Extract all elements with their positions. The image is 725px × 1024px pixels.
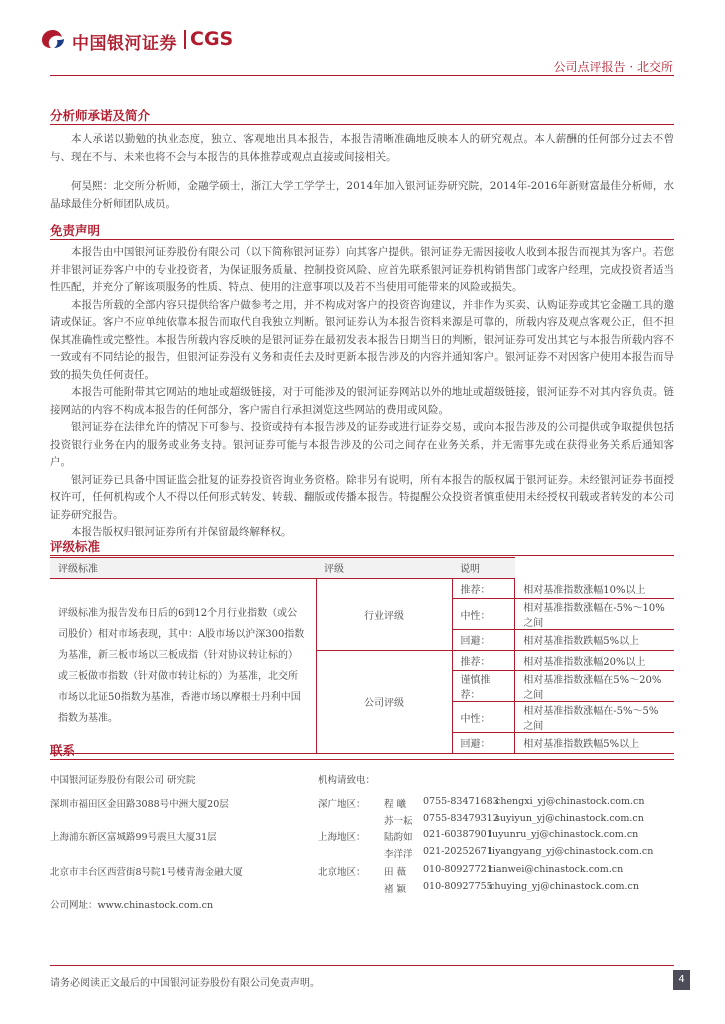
shenzhen-address: 深圳市福田区金田路3088号中洲大厦20层 [50,799,229,810]
region-label: 深广地区： [318,799,366,810]
rating-note: 相对基准指数涨幅在-5%～10%之间 [515,599,674,630]
logo-divider [184,30,186,49]
disclaimer-paragraph: 银河证券已具备中国证监会批复的证券投资咨询业务资格。除非另有说明，所有本报告的版权属于银河证券。未经银河证券书面授权许可，任何机构或个人不得以任何形式转发、转载、翻版或传播本报告。特提醒公众投资者慎重使用未经授权刊载或者转发的本公司证券研究报告。 [50,473,674,521]
rating-table [50,557,674,754]
disclaimer-paragraph: 本报告版权归银河证券所有并保留最终解释权。 [71,526,292,538]
analyst-section-title: 分析师承诺及简介 [50,108,151,123]
disclaimer-paragraph: 本报告可能附带其它网站的地址或超级链接，对于可能涉及的银河证券网站以外的地址或超级链接，银河证券不对其内容负责。链接网站的内容不构成本报告的任何部分，客户需自行承担浏览这些网站的费用或风险。 [50,386,674,416]
rating-note: 相对基准指数涨幅在-5%～5%之间 [515,702,674,733]
rating-level: 中性： [452,599,515,630]
contact-phone: 0755-83479312 [423,813,499,824]
table-row [50,578,674,599]
rating-level: 谨慎推荐： [452,671,515,702]
analyst-bio: 何昊熙：北交所分析师，金融学硕士，浙江大学工学学士，2014年加入银河证券研究院，2014年-2016年新财富最佳分析师，水晶球最佳分析师团队成员。 [50,180,674,210]
analyst-commitment: 本人承诺以勤勉的执业态度，独立、客观地出具本报告，本报告清晰准确地反映本人的研究观点。本人薪酬的任何部分过去不曾与、现在不与、未来也将不会与本报告的具体推荐或观点直接或间接相关。 [50,133,674,163]
contact-email[interactable]: tianwei@chinastock.com.cn [489,864,624,875]
report-type-label: 公司点评报告 · 北交所 [553,60,673,74]
rating-note: 相对基准指数跌幅5%以上 [515,630,674,651]
rating-header-standard: 评级标准 [50,558,316,579]
contact-phone: 010-80927721 [423,864,493,875]
contact-name: 褚 颖 [384,884,407,895]
contact-email[interactable]: chuying_yj@chinastock.com.cn [489,881,640,892]
rating-level: 回避： [452,733,515,754]
contact-email[interactable]: suyiyun_yj@chinastock.com.cn [495,813,644,824]
sales-contact-label: 机构请致电： [318,775,376,786]
analyst-section-body [50,130,674,213]
rating-level: 推荐： [452,650,515,671]
rating-level: 回避： [452,630,515,651]
disclaimer-paragraph: 银河证券在法律允许的情况下可参与、投资或持有本报告涉及的证券或进行证券交易，或向本报告涉及的公司提供或争取提供包括投资银行业务在内的服务或业务支持。银河证券可能与本报告涉及的公司之间存在业务关系，并无需事先或在获得业务关系后通知客户。 [50,421,674,468]
rating-level: 中性： [452,702,515,733]
company-rating-label: 公司评级 [316,650,452,753]
contact-phone: 021-20252671 [423,846,493,857]
contact-name: 田 薇 [384,867,407,878]
rating-table-header-row [50,558,674,579]
rating-level: 推荐： [452,578,515,599]
disclaimer-section-rule [50,239,674,240]
region-label: 北京地区： [318,867,366,878]
header-divider [50,75,674,76]
beijing-address: 北京市丰台区西营街8号院1号楼青海金融大厦 [50,867,243,878]
logo-english-text: CGS [190,28,234,50]
contact-phone: 010-80927755 [423,881,493,892]
rating-section-rule [50,555,674,556]
company-logo-icon [40,28,66,50]
industry-rating-label: 行业评级 [316,578,452,650]
rating-section-title: 评级标准 [50,539,101,554]
rating-note: 相对基准指数涨幅20%以上 [515,650,674,671]
disclaimer-paragraph: 本报告由中国银河证券股份有限公司（以下简称银河证券）向其客户提供。银河证券无需因接收人收到本报告而视其为客户。若您并非银河证券客户中的专业投资者，为保证服务质量、控制投资风险、应首先联系银河证券机构销售部门或客户经理，完成投资者适当性匹配，并充分了解该项服务的性质、特点、使用的注意事项以及若不当使用可能带来的风险或损失。 [50,246,674,293]
analyst-section-rule [50,124,674,125]
contact-name: 程 曦 [384,799,407,810]
disclaimer-section-body [50,244,674,542]
contact-name: 苏一耘 [384,816,413,827]
rating-standard-description: 评级标准为报告发布日后的6到12个月行业指数（或公司股价）相对市场表现，其中：A股市场以沪深300指数为基准，新三板市场以三板成指（针对协议转让标的）或三板做市指数（针对做市转让标的）为基准，北交所市场以北证50指数为基准，香港市场以摩根士丹利中国指数为基准。 [50,578,316,753]
contact-section-title: 联系 [50,743,76,758]
footer-divider [50,965,674,966]
rating-header-level: 评级 [316,558,452,579]
research-institute-name: 中国银河证券股份有限公司 研究院 [50,775,196,786]
shanghai-address: 上海浦东新区富城路99号震旦大厦31层 [50,832,217,843]
logo-chinese-text: 中国银河证券 [72,34,177,54]
contact-name: 陆韵如 [384,832,413,843]
contact-phone: 0755-83471683 [423,796,499,807]
rating-note: 相对基准指数涨幅10%以上 [515,578,674,599]
contact-section-rule [50,759,674,760]
region-label: 上海地区： [318,832,366,843]
rating-note: 相对基准指数涨幅在5%～20%之间 [515,671,674,702]
rating-note: 相对基准指数跌幅5%以上 [515,733,674,754]
contact-email[interactable]: chengxi_yj@chinastock.com.cn [495,796,645,807]
company-website[interactable]: 公司网址：www.chinastock.com.cn [50,900,214,911]
contact-name: 李洋洋 [384,849,413,860]
disclaimer-paragraph: 本报告所载的全部内容只提供给客户做参考之用，并不构成对客户的投资咨询建议，并非作为买卖、认购证券或其它金融工具的邀请或保证。客户不应单纯依靠本报告而取代自我独立判断。银河证券认为本报告资料来源是可靠的，所载内容及观点客观公正，但不担保其准确性或完整性。本报告所载内容反映的是银河证券在最初发表本报告日期当日的判断，银河证券可发出其它与本报告所载内容不一致或有不同结论的报告，但银河证券没有义务和责任去及时更新本报告涉及的内容并通知客户。银河证券不对因客户使用本报告而导致的损失负任何责任。 [50,298,674,381]
disclaimer-section-title: 免责声明 [50,223,101,238]
contact-phone: 021-60387901 [423,829,493,840]
contact-email[interactable]: luyunru_yj@chinastock.com.cn [489,829,639,840]
rating-header-note: 说明 [452,558,515,579]
page-number: 4 [673,970,690,990]
contact-email[interactable]: liyangyang_yj@chinastock.com.cn [489,846,654,857]
footer-disclaimer-note: 请务必阅读正文最后的中国银河证券股份有限公司免责声明。 [50,978,320,989]
